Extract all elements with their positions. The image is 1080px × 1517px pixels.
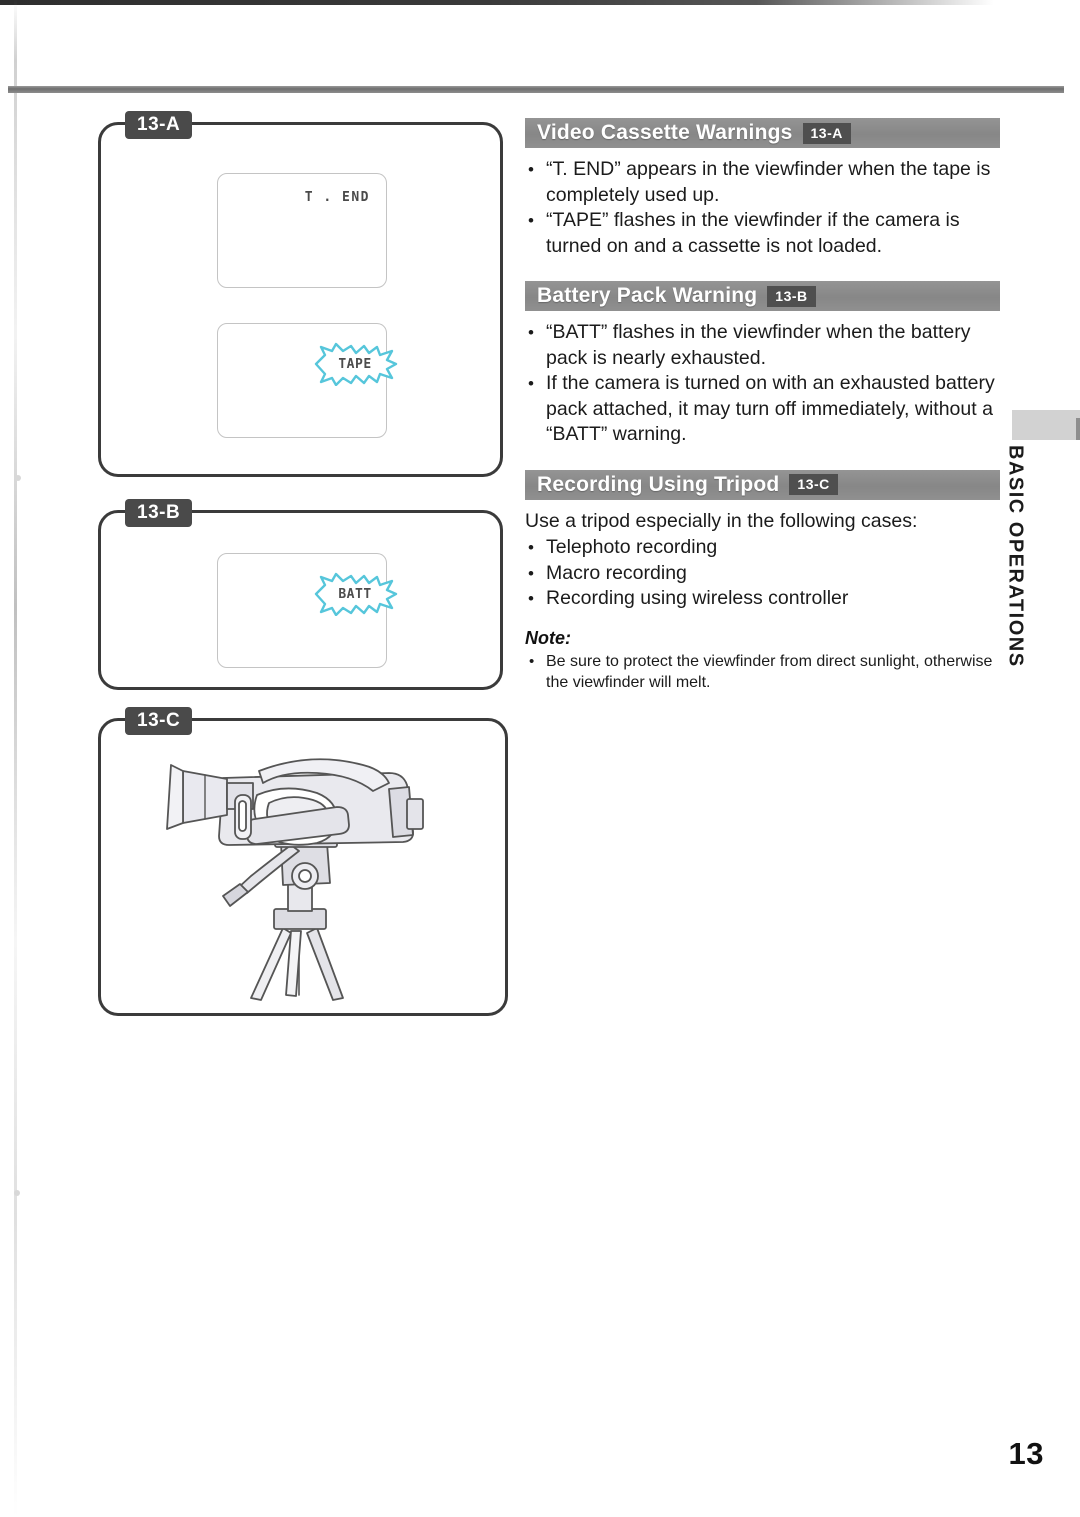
section-tag: 13-A — [803, 123, 851, 144]
scan-edge-left — [14, 0, 17, 1517]
section-title: Battery Pack Warning — [537, 284, 758, 307]
scan-artifact-dot — [14, 1190, 20, 1196]
list-item: • Macro recording — [525, 561, 1000, 587]
illustration-panel-13b — [98, 502, 503, 690]
viewfinder-screen-batt — [217, 553, 387, 668]
panel-label-13a: 13-A — [125, 111, 192, 139]
section-bullets-battery-pack-warning — [525, 320, 1000, 448]
section-title: Recording Using Tripod — [537, 472, 780, 496]
section-header-battery-pack-warning — [525, 281, 1000, 311]
section-bullets-video-cassette-warnings — [525, 157, 1000, 259]
list-item: • Telephoto recording — [525, 535, 1000, 561]
side-tab-label — [995, 445, 1035, 695]
section-header-video-cassette-warnings — [525, 118, 1000, 148]
side-tab-label-text: BASIC OPERATIONS — [1004, 445, 1027, 668]
page-number: 13 — [1008, 1436, 1044, 1471]
list-item: • If the camera is turned on with an exhausted battery pack attached, it may turn off immediately, without a “BATT” warning. — [525, 371, 1000, 448]
content-column — [525, 118, 1000, 693]
list-item: • “TAPE” flashes in the viewfinder if the camera is turned on and a cassette is not loaded. — [525, 208, 1000, 259]
section-bullets-recording-using-tripod — [525, 535, 1000, 612]
illustration-panel-13c — [98, 710, 508, 1016]
panel-label-13b: 13-B — [125, 499, 192, 527]
scan-artifact-dot — [15, 475, 21, 481]
section-tag: 13-B — [767, 286, 815, 307]
note-heading: Note: — [525, 627, 571, 648]
camcorder-tripod-illustration — [131, 743, 481, 1005]
scan-edge-top — [0, 0, 1080, 5]
flash-badge-tape — [312, 342, 398, 386]
viewfinder-screen-tend — [217, 173, 387, 288]
list-item: • Be sure to protect the viewfinder from direct sunlight, otherwise the viewfinder will melt. — [525, 651, 1000, 693]
note-bullets — [525, 651, 1000, 693]
list-item: • Recording using wireless controller — [525, 586, 1000, 612]
list-item: • “BATT” flashes in the viewfinder when the battery pack is nearly exhausted. — [525, 320, 1000, 371]
section-intro-text: Use a tripod especially in the following cases: — [525, 509, 918, 532]
header-rule — [8, 86, 1064, 93]
side-tab-block — [1012, 410, 1080, 440]
section-tag: 13-C — [789, 474, 837, 495]
viewfinder-screen-tape — [217, 323, 387, 438]
list-item: • “T. END” appears in the viewfinder when the tape is completely used up. — [525, 157, 1000, 208]
section-title: Video Cassette Warnings — [537, 121, 793, 144]
illustration-panel-13a — [98, 114, 503, 477]
flash-badge-label-batt: BATT — [338, 586, 372, 602]
flash-badge-label-tape: TAPE — [338, 356, 372, 372]
section-header-recording-using-tripod — [525, 470, 1000, 500]
side-tab-edge-mark — [1076, 418, 1080, 440]
panel-label-13c: 13-C — [125, 707, 192, 735]
viewfinder-text-tend: T . END — [304, 190, 370, 205]
flash-badge-batt — [312, 572, 398, 616]
